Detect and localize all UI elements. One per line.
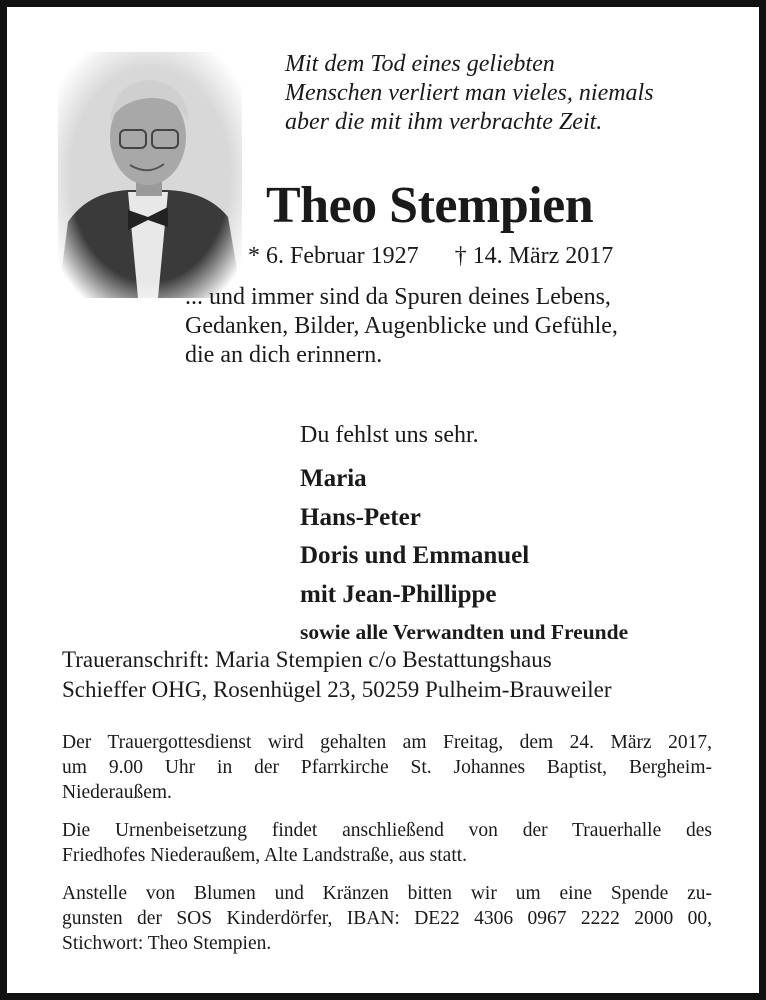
portrait-photo	[58, 52, 242, 298]
deceased-name: Theo Stempien	[266, 177, 594, 234]
burial-info	[62, 818, 712, 868]
quote-line: aber die mit ihm verbrachte Zeit.	[285, 109, 603, 135]
birth-date: * 6. Februar 1927	[248, 243, 419, 269]
service-line: Niederaußem.	[62, 782, 172, 803]
address-line: Schieffer OHG, Rosenhügel 23, 50259 Pulheim-Brauweiler	[62, 677, 612, 702]
service-line: um 9.00 Uhr in der Pfarrkirche St. Johannes Baptist, Bergheim-	[62, 757, 712, 778]
mourners-list	[300, 460, 628, 650]
life-dates	[248, 241, 613, 271]
burial-line: Die Urnenbeisetzung findet anschließend von der Trauerhalle des	[62, 820, 712, 841]
death-date: † 14. März 2017	[454, 243, 614, 269]
memory-line: die an dich erinnern.	[185, 342, 383, 368]
mourner: Doris und Emmanuel	[300, 542, 530, 569]
memory-line: Gedanken, Bilder, Augenblicke und Gefühle,	[185, 313, 618, 339]
mourner: Hans-Peter	[300, 503, 421, 531]
memory-line: ... und immer sind da Spuren deines Lebens,	[185, 284, 611, 310]
donation-line: Anstelle von Blumen und Kränzen bitten wir um eine Spende zu-	[62, 883, 712, 904]
memorial-quote	[285, 50, 654, 137]
mourning-address	[62, 645, 612, 705]
burial-line: Friedhofes Niederaußem, Alte Landstraße, aus statt.	[62, 845, 468, 866]
donation-line: gunsten der SOS Kinderdörfer, IBAN: DE22 4306 0967 2222 2000 00,	[62, 908, 712, 929]
donation-line: Stichwort: Theo Stempien.	[62, 933, 272, 954]
memory-text	[185, 283, 618, 370]
miss-text: Du fehlst uns sehr.	[300, 422, 479, 448]
address-line: Traueranschrift: Maria Stempien c/o Bestattungshaus	[62, 647, 552, 672]
donation-info	[62, 881, 712, 956]
mourner: mit Jean-Phillippe	[300, 580, 497, 608]
quote-line: Mit dem Tod eines geliebten	[285, 51, 555, 77]
quote-line: Menschen verliert man vieles, niemals	[285, 80, 654, 106]
service-line: Der Trauergottesdienst wird gehalten am Freitag, dem 24. März 2017,	[62, 732, 712, 753]
mourner: sowie alle Verwandten und Freunde	[300, 620, 629, 644]
mourner: Maria	[300, 465, 367, 492]
service-info	[62, 730, 712, 805]
